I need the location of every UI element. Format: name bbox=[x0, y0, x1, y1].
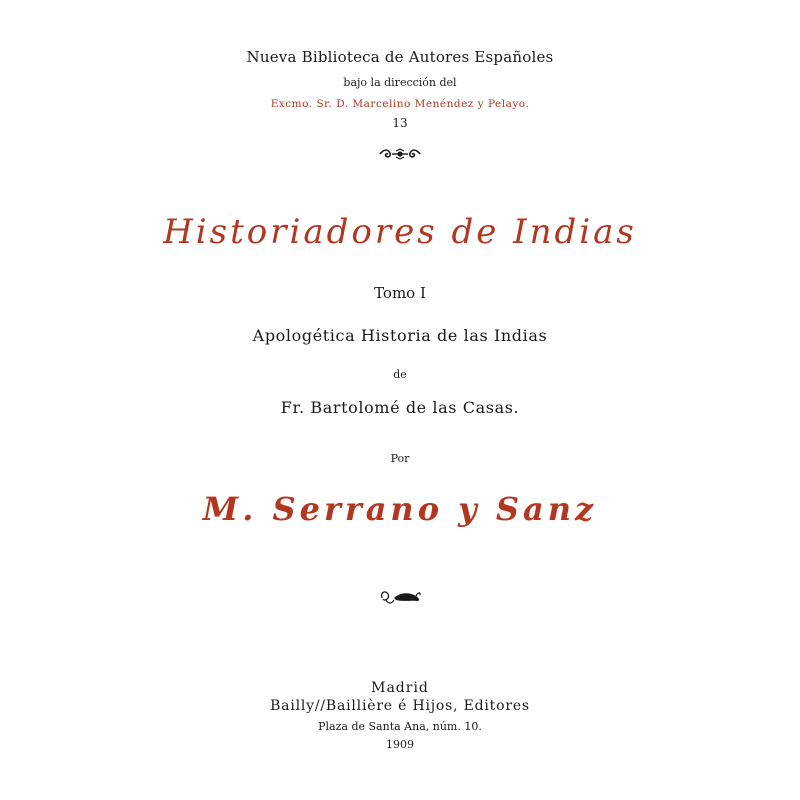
editor-name: M. Serrano y Sanz bbox=[202, 490, 598, 528]
imprint-city: Madrid bbox=[371, 680, 429, 696]
author-name: Fr. Bartolomé de las Casas. bbox=[280, 398, 520, 417]
connector-de: de bbox=[393, 368, 407, 381]
series-director: Excmo. Sr. D. Marcelino Menéndez y Pelayo. bbox=[270, 98, 530, 110]
imprint-year: 1909 bbox=[386, 738, 414, 751]
series-subtitle: bajo la dirección del bbox=[343, 76, 457, 89]
connector-por: Por bbox=[390, 452, 410, 465]
scroll-ornament-icon bbox=[0, 146, 800, 165]
imprint-address: Plaza de Santa Ana, núm. 10. bbox=[318, 720, 482, 733]
flourish-ornament-icon bbox=[0, 586, 800, 612]
imprint-publisher: Bailly//Baillière é Hijos, Editores bbox=[270, 698, 530, 714]
volume-number: 13 bbox=[392, 116, 408, 130]
volume-label: Tomo I bbox=[374, 284, 426, 302]
work-title: Apologética Historia de las Indias bbox=[252, 326, 548, 345]
main-title: Historiadores de Indias bbox=[163, 212, 637, 252]
series-title: Nueva Biblioteca de Autores Españoles bbox=[246, 48, 554, 66]
